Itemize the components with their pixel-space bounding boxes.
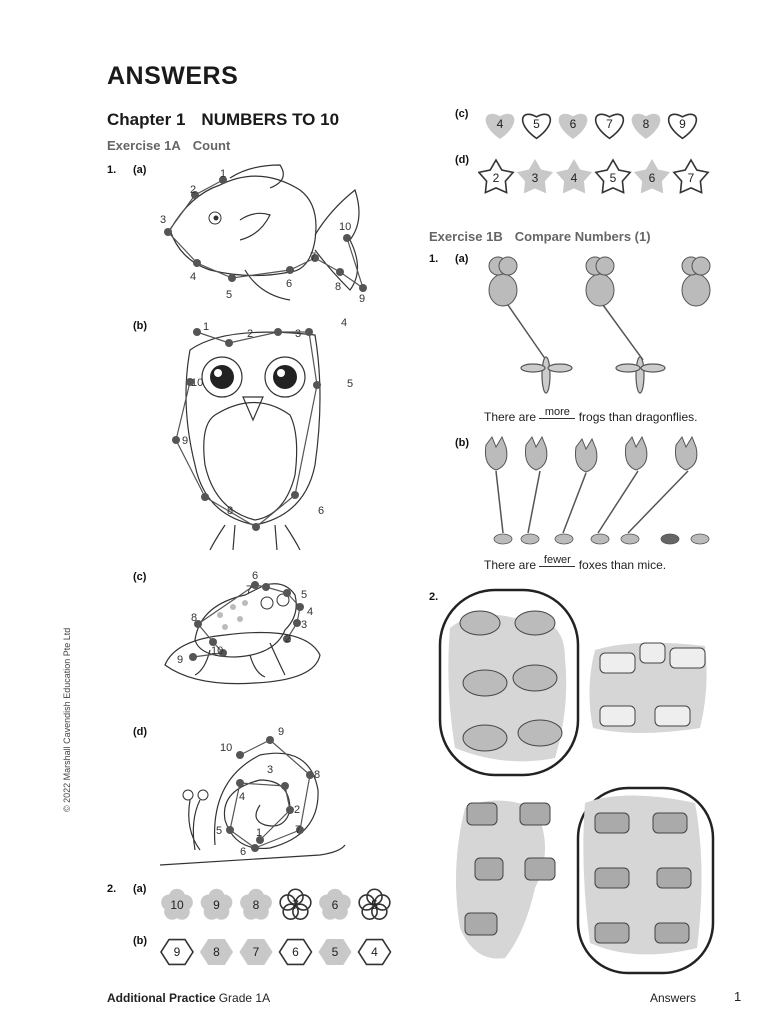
flower-number: 6 xyxy=(331,898,339,912)
q1b-b-label: (b) xyxy=(455,437,470,449)
star-number: 4 xyxy=(570,171,578,185)
compare-b-prefix: There are xyxy=(484,558,537,572)
flower-sequence xyxy=(158,885,398,925)
exercise-1a-title: Count xyxy=(192,138,231,153)
q1d-label: (d) xyxy=(133,726,148,738)
frog-num-3: 3 xyxy=(301,619,308,631)
snail-num-5: 5 xyxy=(216,825,223,837)
heart-number: 8 xyxy=(642,117,650,131)
q1b-a-label: (a) xyxy=(455,253,469,265)
owl-num-4: 4 xyxy=(341,317,348,329)
fish-num-6: 6 xyxy=(286,278,293,290)
heart-number: 5 xyxy=(533,117,540,131)
flower-number: 8 xyxy=(252,898,260,912)
compare-a-answer: more xyxy=(539,406,575,419)
snail-dot-drawing xyxy=(160,720,360,870)
fox-icon xyxy=(675,437,696,470)
owl-num-5: 5 xyxy=(347,378,354,390)
compare-b-suffix: foxes than mice. xyxy=(578,558,667,572)
foxes-mice-matching xyxy=(478,435,728,550)
footer-section: Answers xyxy=(650,991,697,1005)
hexagon-sequence xyxy=(158,932,398,972)
owl-num-1: 1 xyxy=(203,321,210,333)
star-number: 5 xyxy=(609,171,617,185)
flower-number: 10 xyxy=(170,898,184,912)
heart-number: 9 xyxy=(679,117,686,131)
snail-num-7: 7 xyxy=(295,824,302,836)
frog-num-10: 10 xyxy=(211,645,224,657)
fish-dot-drawing xyxy=(150,160,390,310)
compare-a-prefix: There are xyxy=(484,410,537,424)
flower-number: 9 xyxy=(213,898,220,912)
q1a-label: (a) xyxy=(133,164,147,176)
exercise-1a-label: Exercise 1A xyxy=(107,138,181,153)
heart-number: 6 xyxy=(569,117,577,131)
snail-num-6: 6 xyxy=(240,846,247,858)
heart-number: 4 xyxy=(496,117,504,131)
compare-a-suffix: frogs than dragonflies. xyxy=(578,410,698,424)
frog-dot-drawing xyxy=(155,565,325,695)
owl-num-2: 2 xyxy=(247,328,254,340)
exercise-1b-heading xyxy=(429,229,663,244)
mouse-icon xyxy=(494,534,512,544)
frog-num-6: 6 xyxy=(252,570,259,582)
page-number: 1 xyxy=(734,989,742,1004)
fish-num-4: 4 xyxy=(190,271,197,283)
star-sequence xyxy=(478,156,728,198)
q2d-label: (d) xyxy=(455,154,470,166)
fox-icon xyxy=(625,437,646,470)
q2-1b-number: 2. xyxy=(429,591,439,603)
compare-a-sentence xyxy=(484,406,698,425)
snail-num-3: 3 xyxy=(267,764,274,776)
mouse-icon xyxy=(691,534,709,544)
fox-icon xyxy=(485,437,506,470)
mouse-icon xyxy=(521,534,539,544)
frog-num-9: 9 xyxy=(177,654,184,666)
fish-num-10: 10 xyxy=(339,221,352,233)
chapter-label: Chapter 1 xyxy=(107,110,186,129)
hexagon-number: 9 xyxy=(173,945,181,959)
fish-num-8: 8 xyxy=(335,281,342,293)
heart-number: 7 xyxy=(606,117,613,131)
frog-icon xyxy=(489,257,517,306)
hexagon-number: 6 xyxy=(292,945,299,959)
snail-num-4: 4 xyxy=(239,791,246,803)
snail-num-8: 8 xyxy=(314,769,321,781)
dragonfly-icon xyxy=(616,357,665,393)
hexagon-number: 8 xyxy=(213,945,220,959)
q2c-label: (c) xyxy=(455,108,469,120)
q2a-label: (a) xyxy=(133,883,147,895)
exercise-1b-title: Compare Numbers (1) xyxy=(514,229,651,244)
dragonfly-icon xyxy=(521,357,572,393)
snail-num-9: 9 xyxy=(278,726,285,738)
snail-num-1: 1 xyxy=(256,827,263,839)
q1b-label: (b) xyxy=(133,320,148,332)
mouse-icon xyxy=(555,534,573,544)
star-number: 7 xyxy=(687,171,695,185)
chapter-title: NUMBERS TO 10 xyxy=(201,110,340,129)
frog-icon xyxy=(682,257,710,306)
flower-number: 5 xyxy=(371,898,378,912)
page-title: ANSWERS xyxy=(107,62,239,90)
compare-b-answer: fewer xyxy=(539,554,575,567)
frog-icon xyxy=(586,257,614,306)
owl-num-9: 9 xyxy=(182,435,189,447)
hexagon-number: 7 xyxy=(252,945,260,959)
chapter-heading xyxy=(107,110,355,130)
snail-num-10: 10 xyxy=(220,742,233,754)
q1c-label: (c) xyxy=(133,571,147,583)
fish-num-2: 2 xyxy=(190,184,197,196)
frog-num-7: 7 xyxy=(246,584,253,596)
fox-icon xyxy=(525,437,546,470)
fish-num-1: 1 xyxy=(220,168,227,180)
exercise-1a-heading xyxy=(107,138,242,153)
animal-groups-circled xyxy=(435,588,735,983)
heart-sequence xyxy=(478,104,728,144)
fish-num-7: 7 xyxy=(310,251,317,263)
owl-num-6: 6 xyxy=(318,505,325,517)
q1-1b-number: 1. xyxy=(429,253,439,265)
footer-series-name: Additional Practice xyxy=(107,991,216,1005)
star-number: 3 xyxy=(531,171,539,185)
footer-series xyxy=(107,991,270,1005)
footer-grade: Grade 1A xyxy=(218,991,271,1005)
mouse-icon xyxy=(591,534,609,544)
frog-num-2: 2 xyxy=(285,633,292,645)
owl-num-3: 3 xyxy=(295,328,302,340)
frog-num-4: 4 xyxy=(307,606,314,618)
q2-number: 2. xyxy=(107,883,117,895)
frog-num-8: 8 xyxy=(191,612,198,624)
owl-num-10: 10 xyxy=(191,377,204,389)
hexagon-number: 4 xyxy=(371,945,378,959)
hexagon-number: 5 xyxy=(331,945,339,959)
mouse-icon xyxy=(661,534,679,544)
compare-b-sentence xyxy=(484,554,667,573)
star-number: 2 xyxy=(492,171,500,185)
star-number: 6 xyxy=(648,171,656,185)
owl-num-8: 8 xyxy=(227,505,234,517)
fish-num-5: 5 xyxy=(226,289,233,301)
exercise-1b-label: Exercise 1B xyxy=(429,229,503,244)
copyright-text: © 2022 Marshall Cavendish Education Pte Ltd xyxy=(62,627,72,812)
frog-num-5: 5 xyxy=(301,589,308,601)
fish-num-9: 9 xyxy=(359,293,366,305)
q1-number: 1. xyxy=(107,164,117,176)
frogs-dragonflies-matching xyxy=(478,250,728,400)
flower-number: 7 xyxy=(292,898,299,912)
q2b-label: (b) xyxy=(133,935,148,947)
mouse-icon xyxy=(621,534,639,544)
snail-num-2: 2 xyxy=(294,804,301,816)
owl-dot-drawing xyxy=(165,315,365,555)
fox-icon xyxy=(575,439,596,472)
fish-num-3: 3 xyxy=(160,214,167,226)
